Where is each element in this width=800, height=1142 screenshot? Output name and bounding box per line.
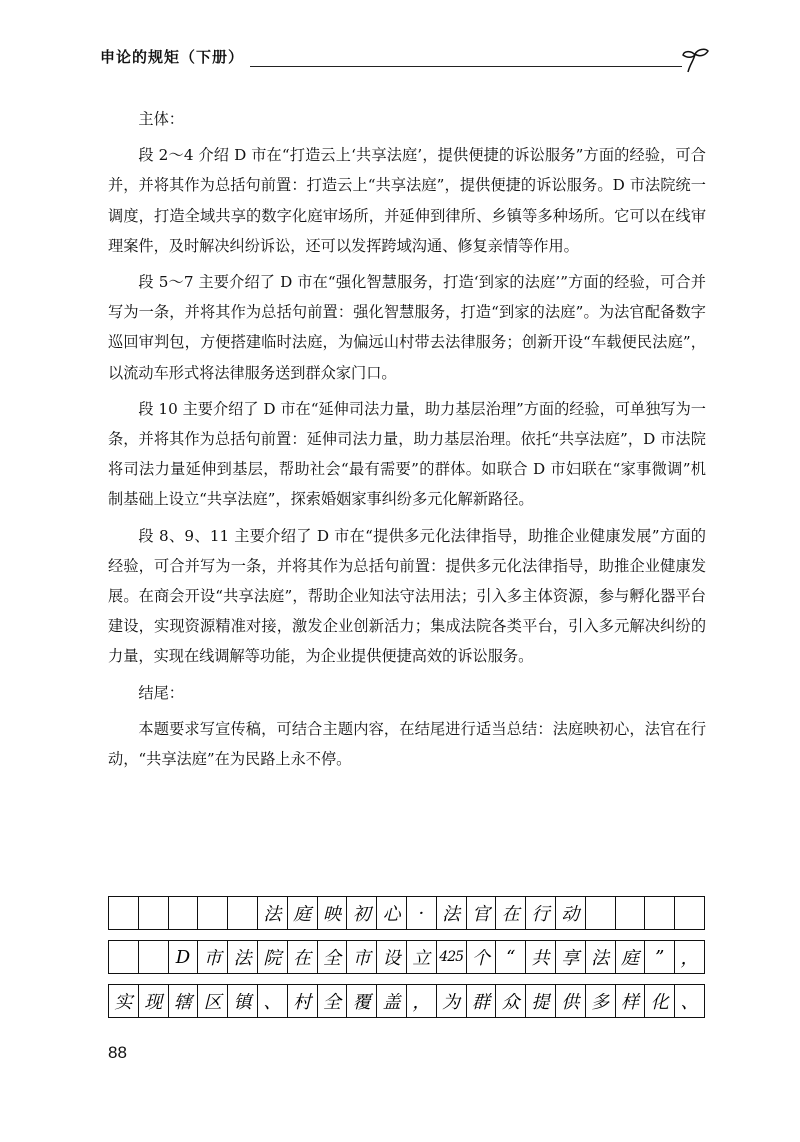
grid-cell: 设 [377,941,407,973]
grid-cell: ” [645,941,675,973]
grid-cell [228,897,258,929]
grid-cell: 立 [407,941,437,973]
sprout-icon [680,48,710,74]
answer-grid-row [108,940,705,974]
grid-cell: ， [407,985,437,1017]
grid-cell [645,897,675,929]
grid-cell: 为 [437,985,467,1017]
grid-cell: 众 [496,985,526,1017]
grid-cell: D [169,941,199,973]
grid-cell: 现 [139,985,169,1017]
grid-cell: 在 [496,897,526,929]
grid-cell: 、 [258,985,288,1017]
grid-cell [616,897,646,929]
grid-cell: 市 [198,941,228,973]
grid-cell: 动 [556,897,586,929]
main-text [108,104,706,780]
grid-cell [586,897,616,929]
grid-cell [139,897,169,929]
grid-cell: 共 [526,941,556,973]
grid-cell: 院 [258,941,288,973]
book-title: 申论的规矩（下册） [100,48,245,66]
grid-cell: 行 [526,897,556,929]
grid-cell: 庭 [288,897,318,929]
grid-cell [109,941,139,973]
grid-cell: 群 [467,985,497,1017]
header-rule [250,66,682,67]
grid-cell: 法 [228,941,258,973]
answer-grid-row [108,984,705,1018]
grid-cell [169,897,199,929]
grid-cell [675,897,705,929]
grid-cell: 镇 [228,985,258,1017]
grid-cell: 全 [318,985,348,1017]
grid-cell: 个 [467,941,497,973]
grid-cell: 村 [288,985,318,1017]
paragraph: 段 5～7 主要介绍了 D 市在“强化智慧服务，打造‘到家的法庭’”方面的经验，可合并写为一条，并将其作为总括句前置：强化智慧服务，打造“到家的法庭”。为法官配备数字巡回审判包，方便搭建临时法庭，为偏远山村带去法律服务；创新开设“车载便民法庭”，以流动车形式将法律服务送到群众家门口。 [108,273,706,382]
page-number: 88 [108,1043,127,1062]
grid-cell [109,897,139,929]
grid-cell: “ [496,941,526,973]
paragraph: 段 8、9、11 主要介绍了 D 市在“提供多元化法律指导，助推企业健康发展”方面的经验，可合并写为一条，并将其作为总括句前置：提供多元化法律指导，助推企业健康发展。在商会开设“共享法庭”，帮助企业知法守法用法；引入多主体资源，参与孵化器平台建设，实现资源精准对接，激发企业创新活力；集成法院各类平台，引入多元解决纠纷的力量，实现在线调解等功能，为企业提供便捷高效的诉讼服务。 [108,526,706,666]
paragraph: 段 2～4 介绍 D 市在“打造云上‘共享法庭’，提供便捷的诉讼服务”方面的经验，可合并，并将其作为总括句前置：打造云上“共享法庭”，提供便捷的诉讼服务。D 市法院统一调度，打造全域共享的数字化庭审场所，并延伸到律所、乡镇等多种场所。它可以在线审理案件，及时解决纠纷诉讼，还可以发挥跨域沟通、修复亲情等作用。 [108,146,706,255]
grid-cell: 法 [437,897,467,929]
grid-cell: 享 [556,941,586,973]
paragraph: 段 10 主要介绍了 D 市在“延伸司法力量，助力基层治理”方面的经验，可单独写为一条，并将其作为总括句前置：延伸司法力量，助力基层治理。依托“共享法庭”，D 市法院将司法力量延伸到基层，帮助社会“最有需要”的群体。如联合 D 市妇联在“家事微调”机制基础上设立“共享法庭”，探索婚姻家事纠纷多元化解新路径。 [108,399,706,509]
grid-cell: 区 [198,985,228,1017]
grid-cell: 市 [347,941,377,973]
grid-cell: 法 [586,941,616,973]
grid-cell: 盖 [377,985,407,1017]
grid-cell: 全 [318,941,348,973]
running-header [100,46,710,74]
grid-cell: 覆 [347,985,377,1017]
grid-cell: 实 [109,985,139,1017]
grid-cell: ， [675,941,705,973]
ending-paragraph: 本题要求写宣传稿，可结合主题内容，在结尾进行适当总结：法庭映初心，法官在行动，“共享法庭”在为民路上永不停。 [108,719,706,769]
grid-cell: 心 [377,897,407,929]
grid-cell: 官 [467,897,497,929]
grid-cell: 样 [616,985,646,1017]
grid-cell: 425 [437,941,467,973]
grid-cell: 供 [556,985,586,1017]
grid-cell: 初 [347,897,377,929]
grid-cell: 提 [526,985,556,1017]
grid-cell: 化 [645,985,675,1017]
answer-grid-row [108,896,705,930]
grid-cell: 辖 [169,985,199,1017]
grid-cell: 庭 [616,941,646,973]
grid-cell [198,897,228,929]
grid-cell: 映 [318,897,348,929]
grid-cell: 、 [675,985,705,1017]
grid-cell: · [407,897,437,929]
section-label-body: 主体： [138,110,184,128]
grid-cell: 法 [258,897,288,929]
grid-cell: 多 [586,985,616,1017]
grid-cell [139,941,169,973]
section-label-ending: 结尾： [138,683,184,702]
grid-cell: 在 [288,941,318,973]
